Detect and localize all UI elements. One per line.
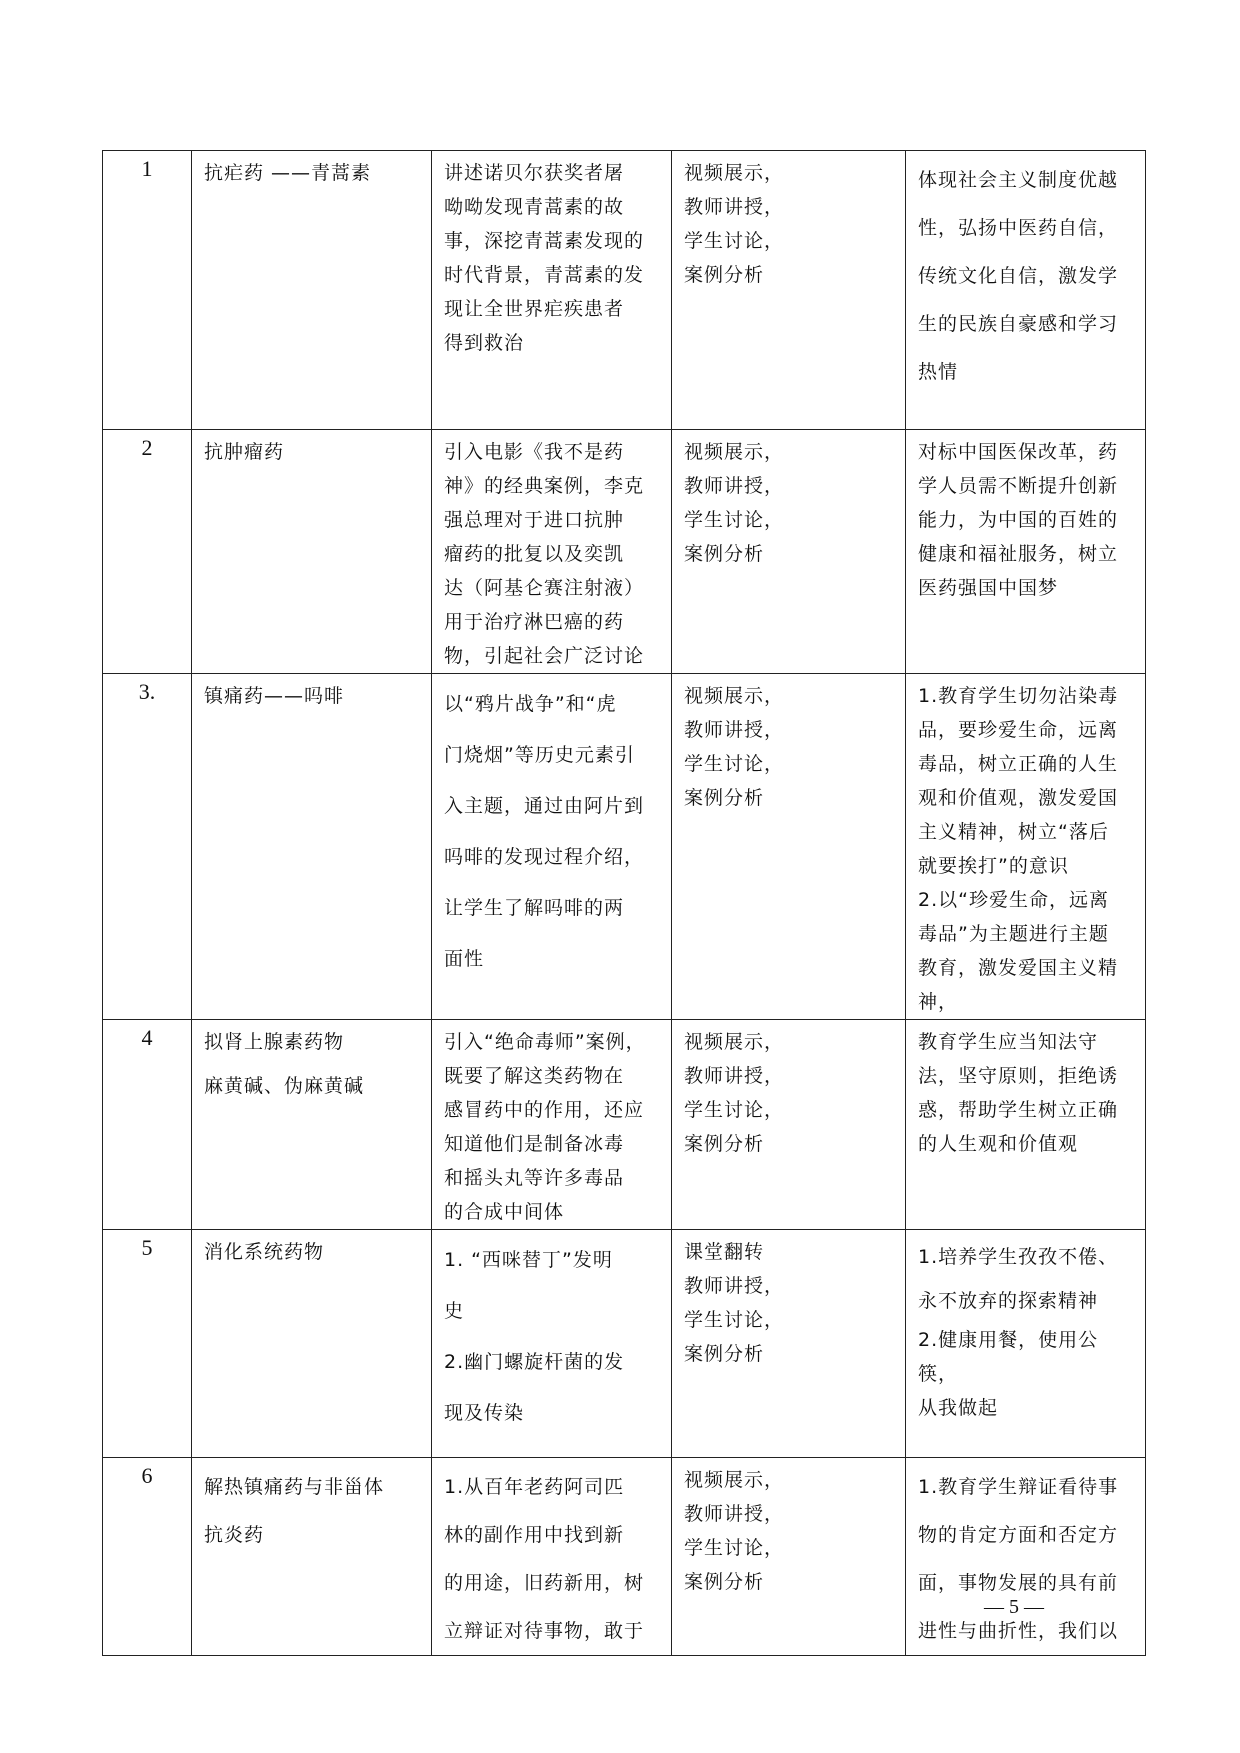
content-line: 瘤药的批复以及奕凯 [444,543,625,565]
goal-line: 毒品，树立正确的人生 [918,753,1119,775]
topic-line: 麻黄碱、伪麻黄碱 [204,1075,365,1097]
goal-line: 对标中国医保改革，药 [918,441,1119,463]
goal-cell [906,430,1146,674]
goal-line: 传统文化自信，激发学 [918,265,1119,287]
method-cell [672,151,906,430]
method-line: 课堂翻转 [684,1241,765,1263]
method-line: 教师讲授， [684,719,785,741]
table-row [103,1458,1146,1656]
row-number: 2 [141,435,153,460]
method-cell [672,1230,906,1458]
content-line: 知道他们是制备冰毒 [444,1133,625,1155]
goal-line: 面，事物发展的具有前 [918,1572,1119,1594]
topic-line: 拟肾上腺素药物 [204,1031,345,1053]
content-cell [432,674,672,1020]
goal-cell [906,674,1146,1020]
goal-line: 医药强国中国梦 [918,577,1059,599]
goal-line: 能力，为中国的百姓的 [918,509,1119,531]
method-line: 视频展示， [684,685,785,707]
course-table [102,150,1146,1656]
method-line: 案例分析 [684,787,765,809]
content-line: 和摇头丸等许多毒品 [444,1167,625,1189]
table-row [103,674,1146,1020]
goal-line: 1.教育学生切勿沾染毒 [918,685,1119,707]
goal-cell [906,1020,1146,1230]
method-line: 案例分析 [684,1133,765,1155]
page-number: — 5 — [984,1596,1044,1618]
goal-line: 主义精神，树立“落后 [918,821,1109,843]
row-number: 3. [138,679,156,704]
row-number-cell [103,1230,192,1458]
goal-line: 惑，帮助学生树立正确 [918,1099,1119,1121]
goal-line: 教育学生应当知法守 [918,1031,1099,1053]
goal-line: 体现社会主义制度优越 [918,169,1119,191]
content-line: 林的副作用中找到新 [444,1524,625,1546]
goal-cell [906,1458,1146,1656]
goal-line: 就要挨打”的意识 [918,855,1069,877]
method-line: 视频展示， [684,1469,785,1491]
row-number: 4 [141,1025,153,1050]
method-line: 视频展示， [684,1031,785,1053]
content-line: 物，引起社会广泛讨论 [444,645,645,667]
goal-line: 进性与曲折性，我们以 [918,1620,1119,1642]
row-number-cell [103,430,192,674]
goal-line: 永不放弃的探索精神 [918,1290,1099,1312]
content-line: 事，深挖青蒿素发现的 [444,230,645,252]
table-row [103,430,1146,674]
content-cell [432,151,672,430]
content-line: 现及传染 [444,1402,525,1424]
content-line: 入主题，通过由阿片到 [444,795,645,817]
topic-cell [192,151,432,430]
row-number: 1 [141,156,153,181]
method-line: 视频展示， [684,441,785,463]
topic-cell [192,674,432,1020]
table-row [103,1020,1146,1230]
content-line: 的用途，旧药新用，树 [444,1572,645,1594]
goal-line: 从我做起 [918,1397,999,1419]
goal-line: 的人生观和价值观 [918,1133,1079,1155]
content-line: 以“鸦片战争”和“虎 [444,693,617,715]
row-number-cell [103,674,192,1020]
content-line: 1.从百年老药阿司匹 [444,1476,625,1498]
method-line: 视频展示， [684,162,785,184]
topic-line: 抗肿瘤药 [204,441,285,463]
content-cell [432,1230,672,1458]
content-cell [432,430,672,674]
method-line: 学生讨论， [684,230,785,252]
table-row [103,1230,1146,1458]
method-line: 教师讲授， [684,1065,785,1087]
topic-cell [192,1458,432,1656]
content-line: 让学生了解吗啡的两 [444,897,625,919]
method-cell [672,1458,906,1656]
content-cell [432,1020,672,1230]
goal-line: 观和价值观，激发爱国 [918,787,1119,809]
method-line: 学生讨论， [684,1309,785,1331]
content-line: 得到救治 [444,332,525,354]
content-line: 面性 [444,948,485,970]
content-line: 感冒药中的作用，还应 [444,1099,645,1121]
content-line: 神》的经典案例，李克 [444,475,645,497]
content-line: 引入电影《我不是药 [444,441,625,463]
method-line: 教师讲授， [684,475,785,497]
method-line: 教师讲授， [684,196,785,218]
content-line: 1. “西咪替丁”发明 [444,1249,613,1271]
topic-line: 镇痛药——吗啡 [204,685,345,707]
content-cell [432,1458,672,1656]
topic-line: 抗疟药 ——青蒿素 [204,162,372,184]
topic-cell [192,430,432,674]
method-line: 教师讲授， [684,1503,785,1525]
goal-line: 1.教育学生辩证看待事 [918,1476,1119,1498]
method-line: 案例分析 [684,1571,765,1593]
method-line: 案例分析 [684,1343,765,1365]
row-number: 6 [141,1463,153,1488]
goal-line: 1.培养学生孜孜不倦、 [918,1246,1119,1268]
goal-line: 2.以“珍爱生命，远离 [918,889,1109,911]
row-number-cell [103,151,192,430]
method-line: 学生讨论， [684,509,785,531]
content-line: 2.幽门螺旋杆菌的发 [444,1351,625,1373]
content-line: 的合成中间体 [444,1201,565,1223]
method-cell [672,430,906,674]
row-number-cell [103,1020,192,1230]
topic-cell [192,1020,432,1230]
content-line: 史 [444,1300,465,1322]
goal-cell [906,151,1146,430]
content-line: 现让全世界疟疾患者 [444,298,625,320]
content-line: 引入“绝命毒师”案例， [444,1031,646,1053]
content-line: 时代背景，青蒿素的发 [444,264,645,286]
content-line: 达（阿基仑赛注射液） [444,577,645,599]
goal-line: 学人员需不断提升创新 [918,475,1119,497]
goal-line: 品，要珍爱生命，远离 [918,719,1119,741]
table-row [103,151,1146,430]
content-line: 呦呦发现青蒿素的故 [444,196,625,218]
goal-line: 物的肯定方面和否定方 [918,1524,1119,1546]
method-line: 学生讨论， [684,1537,785,1559]
method-line: 案例分析 [684,264,765,286]
topic-line: 消化系统药物 [204,1241,325,1263]
content-line: 用于治疗淋巴癌的药 [444,611,625,633]
goal-line: 健康和福祉服务，树立 [918,543,1119,565]
method-line: 教师讲授， [684,1275,785,1297]
goal-line: 热情 [918,361,959,383]
content-line: 既要了解这类药物在 [444,1065,625,1087]
row-number-cell [103,1458,192,1656]
content-line: 吗啡的发现过程介绍， [444,846,645,868]
method-line: 案例分析 [684,543,765,565]
topic-line: 抗炎药 [204,1524,265,1546]
method-cell [672,1020,906,1230]
topic-line: 解热镇痛药与非甾体 [204,1476,385,1498]
goal-line: 2.健康用餐，使用公筷， [918,1329,1099,1385]
method-line: 学生讨论， [684,753,785,775]
goal-line: 教育，激发爱国主义精 [918,957,1119,979]
content-line: 强总理对于进口抗肿 [444,509,625,531]
content-line: 门烧烟”等历史元素引 [444,744,635,766]
goal-line: 性，弘扬中医药自信， [918,217,1119,239]
row-number: 5 [141,1235,153,1260]
goal-line: 法，坚守原则，拒绝诱 [918,1065,1119,1087]
content-line: 讲述诺贝尔获奖者屠 [444,162,625,184]
goal-line: 神， [918,991,959,1013]
method-line: 学生讨论， [684,1099,785,1121]
goal-line: 生的民族自豪感和学习 [918,313,1119,335]
goal-line: 毒品”为主题进行主题 [918,923,1109,945]
content-line: 立辩证对待事物，敢于 [444,1620,645,1642]
method-cell [672,674,906,1020]
topic-cell [192,1230,432,1458]
goal-cell [906,1230,1146,1458]
